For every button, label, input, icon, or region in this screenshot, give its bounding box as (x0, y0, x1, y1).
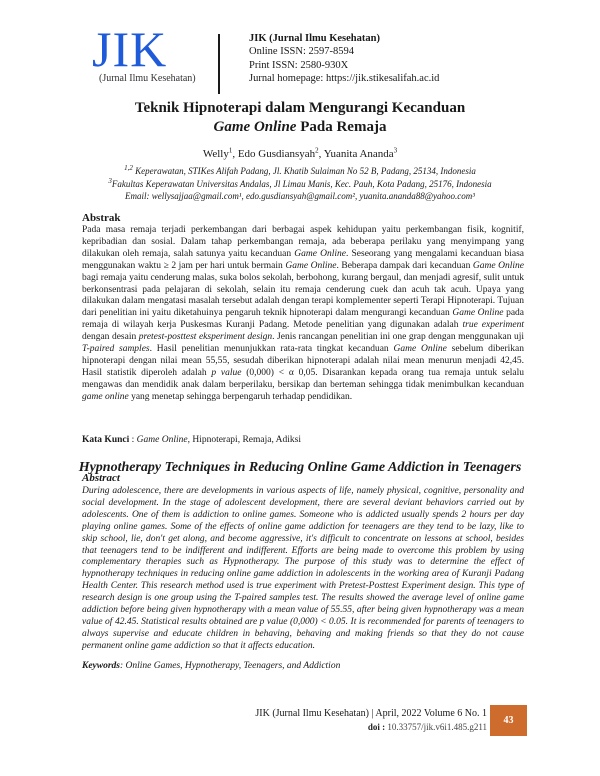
abstrak-italic: T-paired samples (82, 344, 150, 355)
author-sup: 3 (393, 146, 398, 155)
kata-kunci-sep: : (129, 435, 137, 445)
abstrak-body (82, 225, 524, 404)
title-italic-part: Game Online (213, 119, 297, 135)
affiliation-text: Fakultas Keperawatan Universitas Andalas, Jl Limau Manis, Kec. Pauh, Kota Padang, 25176, Indonesia (111, 179, 492, 189)
doi-label: doi : (367, 722, 386, 732)
footer-doi (225, 722, 487, 732)
doi-value[interactable]: 10.33757/jik.v6i1.485.g211 (385, 722, 487, 732)
affiliation-2 (0, 179, 600, 190)
abstrak-heading: Abstrak (82, 212, 121, 224)
page-number: 43 (503, 715, 514, 726)
online-issn: Online ISSN: 2597-8594 (249, 46, 354, 58)
title-rest: Pada Remaja (296, 119, 387, 135)
abstrak-text: Pada masa remaja terjadi perkembangan dari berbagai aspek kehidupan yaitu perkembangan fisik, kognitif, kepribadian dan sosial. Dalam tahap perkembangan remaja, ada beberapa perilaku yang menyimpang yang dilakukan oleh remaja, salah satunya yaitu kecanduan (82, 225, 524, 259)
author-name: Yuanita Ananda (323, 148, 394, 160)
abstrak-italic: Game Online (393, 344, 447, 355)
author-sup: 2 (315, 146, 319, 155)
journal-name: JIK (Jurnal Ilmu Kesehatan) (249, 33, 380, 44)
abstrak-text: . Jenis rancangan penelitian ini one grap dengan menggunakan uji (272, 332, 524, 343)
keywords-text: : Online Games, Hypnotherapy, Teenagers, and Addiction (120, 661, 341, 671)
abstract-heading: Abstract (82, 472, 120, 484)
kata-kunci-label: Kata Kunci (82, 435, 130, 445)
abstrak-italic: Game Online (452, 308, 504, 319)
abstrak-italic: game online (82, 391, 129, 402)
affiliation-sup: 3 (108, 177, 112, 185)
page-number-badge (490, 705, 527, 736)
keywords-label: Keywords (82, 661, 120, 671)
journal-info (249, 32, 439, 85)
abstrak-text: sebelum diberikan hipnoterapi dengan nilai mean 55,55, sesudah diberikan hipnoterapi adalah nilai mean menurun menjadi 42,45. Hasil statistik diperoleh adalah (82, 344, 524, 378)
journal-logo (92, 21, 210, 92)
abstrak-italic: p value (211, 367, 242, 378)
author-emails: Email: wellysajjaa@gmail.com¹, edo.gusdiansyah@gmail.com², yuanita.ananda88@yahoo.com³ (125, 191, 475, 201)
article-title-line2 (0, 118, 600, 137)
abstract-body: During adolescence, there are developments in various aspects of life, namely physical, cognitive, personality and social development. In the stage of adolescent development, there are several deviant behaviors carried out by adolescents. One of them is addiction to online games. Someone who is addicted usually spends 2 hours per day playing online games. Some of the effects of online game addiction for teenagers are they tend to be lazy, like to skip school, lie, don't get along, and become aggressive, it's difficult to concentrate on lessons at school, besides that teenagers tend to be indifferent and indifferent. Efforts are being made to overcome this problem by using complementary therapies such as Hypnotherapy. The purpose of this study was to determine the effect of hypnotherapy techniques in reducing online game addiction in adolescents in the working area of Kuranji Padang Health Center. This research method used is true experiment with Pretest-Posttest Experiment design. This type of research design is one group using the T-paired samples test. The results showed the average level of online game addiction before being given hypnotherapy with a mean value of 55.55, after being given hypnotherapy was a mean value of 42.45. Statistical results obtained are p value (0,000) < 0.05. It is recommended for parents of teenagers to always supervise and educate children in behaving, behaving and making friends so that they do not cause permanent online game addiction so that it affects education. (82, 486, 524, 651)
header-divider (218, 34, 220, 94)
footer-citation: JIK (Jurnal Ilmu Kesehatan) | April, 2022 Volume 6 No. 1 (255, 708, 487, 719)
abstrak-text: (0,000) < α 0,05. Disarankan kepada orang tua remaja untuk selalu mengawas dan mendidik anak dalam berperilaku, bersikap dan berteman sehingga tidak menimbulkan kecanduan (82, 367, 524, 390)
logo-subtitle: (Jurnal Ilmu Kesehatan) (99, 73, 196, 84)
abstrak-italic: Game Online (472, 260, 525, 271)
article-title-line1: Teknik Hipnoterapi dalam Mengurangi Kecanduan (134, 100, 466, 116)
print-issn: Print ISSN: 2580-930X (249, 59, 349, 71)
keywords (82, 661, 524, 671)
abstrak-italic: true experiment (462, 320, 524, 331)
abstrak-text: . Hasil penelitian menunjukkan rata-rata tingkat kecanduan (149, 344, 394, 355)
affiliation-sup: 1,2 (124, 164, 133, 172)
abstrak-italic: Game Online (294, 248, 346, 259)
author-sup: 1 (228, 146, 233, 155)
abstrak-text: bagi remaja yaitu cenderung malas, suka bolos sekolah, berbohong, kurang bergaul, dan menjadi agresif, sulit untuk berkonsentrasi pada pelajaran di sekolah, selain itu remaja cenderung cuek dan acuh tak acuh. Upaya yang dilakukan dalam mengatasi masalah tersebut adalah dengan terapi komplementer seperti Terapi Hipnoterapi. Tujuan dari penelitian ini yaitu diketahuinya pengaruh teknik hipnoterapi dalam mengurangi kecanduan (82, 272, 524, 319)
affiliation-text: Keperawatan, STIKes Alifah Padang, Jl. Khatib Sulaiman No 52 B, Padang, 25134, Indonesia (135, 166, 476, 176)
author-list: Welly$^1$, Edo Gusdiansyah$^2$, Yuanita Ananda$^3$ (202, 146, 398, 160)
abstrak-text: . Seseorang yang mengalami kecanduan biasa menggunakan waktu ≥ 2 jam per hari untuk bermain (82, 248, 524, 271)
author-name: Welly (202, 148, 229, 160)
affiliation-1 (0, 166, 600, 177)
kata-kunci (82, 435, 524, 445)
abstrak-text: yang menetap sehingga berpengaruh terhadap pendidikan. (128, 391, 353, 402)
kata-kunci-rest: , Hipnoterapi, Remaja, Adiksi (187, 435, 302, 445)
english-title: Hypnotherapy Techniques in Reducing Online Game Addiction in Teenagers (78, 460, 522, 475)
kata-kunci-italic: Game Online (136, 435, 188, 445)
logo-text: JIK (92, 21, 168, 77)
author-name: Edo Gusdiansyah (237, 148, 316, 160)
abstrak-italic: Game Online (285, 260, 337, 271)
journal-homepage[interactable]: Jurnal homepage: https://jik.stikesalifah.ac.id (249, 72, 440, 84)
abstrak-text: pada remaja di wilayah kerja Puskesmas Kuranji Padang. Metode penelitian yang digunakan adalah (82, 308, 525, 331)
abstrak-italic: pretest-posttest eksperiment design (138, 332, 273, 343)
abstrak-text: dengan desain (82, 332, 139, 343)
abstrak-text: . Beberapa dampak dari kecanduan (336, 260, 473, 271)
